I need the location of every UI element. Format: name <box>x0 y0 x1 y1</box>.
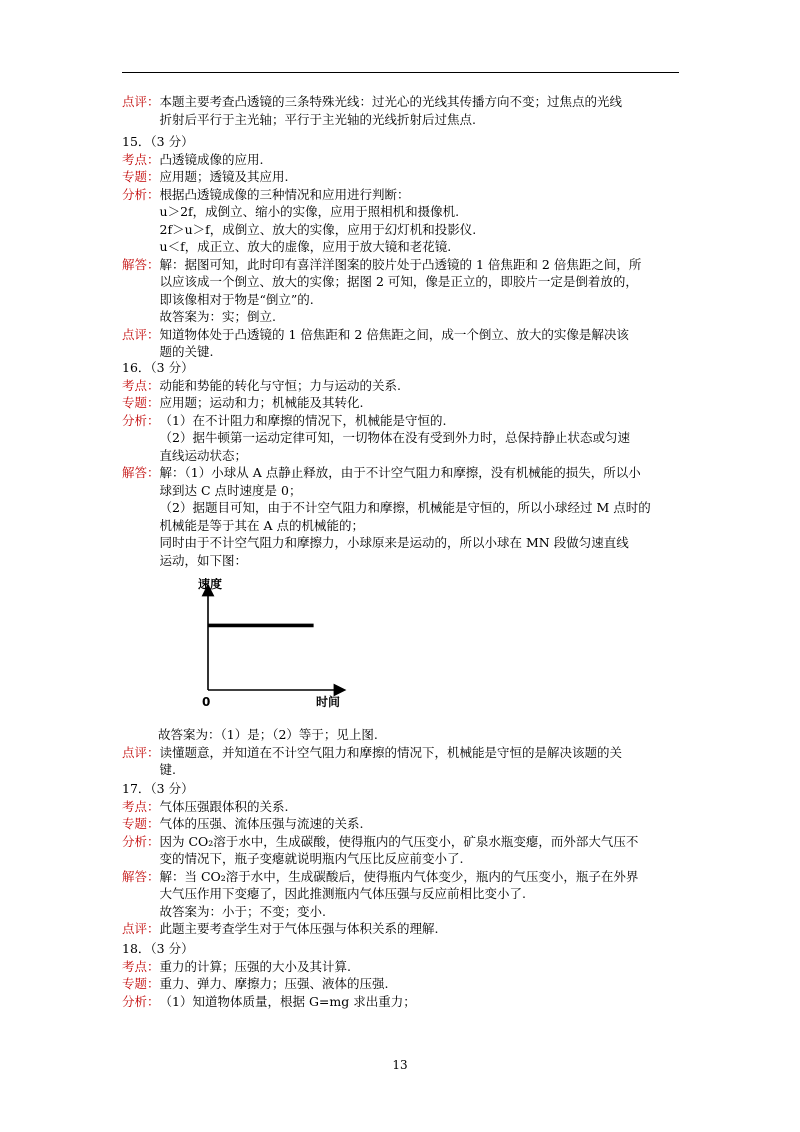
fenxi-line: （2）据牛顿第一运动定律可知，一切物体在没有受到外力时，总保持静止状态或匀速 <box>159 430 630 445</box>
dianping-row <box>122 920 692 938</box>
jieda-line: 解：当 CO₂溶于水中，生成碳酸后，使得瓶内气体变少，瓶内的气压变小，瓶子在外界 <box>159 868 639 884</box>
jieda-line: 故答案为：实；倒立. <box>159 309 276 324</box>
dianping-label: 点评： <box>122 744 160 760</box>
comment-line: 本题主要考查凸透镜的三条特殊光线：过光心的光线其传播方向不变；过焦点的光线 <box>159 94 623 109</box>
kaodian-text: 凸透镜成像的应用. <box>159 151 264 167</box>
q14-comment <box>122 93 692 128</box>
zhuanti-text: 应用题；透镜及其应用. <box>159 169 289 184</box>
zhuanti-label: 专题： <box>122 976 160 991</box>
dianping-line: 题的关键. <box>159 344 214 359</box>
q18-section <box>122 940 692 1010</box>
q15-section <box>122 133 692 361</box>
dianping-text: 此题主要考查学生对于气体压强与体积关系的理解. <box>159 921 439 936</box>
q16-answer-section <box>122 726 692 779</box>
jieda-label: 解答： <box>122 256 160 272</box>
y-axis-label: 速度 <box>198 578 223 591</box>
fenxi-line: 2f＞u＞f，成倒立、放大的实像，应用于幻灯机和投影仪. <box>159 221 477 237</box>
fenxi-label: 分析： <box>122 993 160 1009</box>
jieda-line: 解：（1）小球从 A 点静止释放，由于不计空气阻力和摩擦，没有机械能的损失，所以小 <box>159 465 641 480</box>
fenxi-label: 分析： <box>122 833 160 849</box>
answer-text: 故答案为：（1）是；（2）等于；见上图. <box>158 727 378 742</box>
fenxi-row <box>122 186 692 256</box>
jieda-label: 解答： <box>122 868 160 884</box>
dianping-row <box>122 744 692 779</box>
kaodian-label: 考点： <box>122 958 160 974</box>
zhuanti-row <box>122 815 692 833</box>
dianping-line: 读懂题意，并知道在不计空气阻力和摩擦的情况下，机械能是守恒的是解决该题的关 <box>159 744 623 760</box>
zhuanti-label: 专题： <box>122 169 160 184</box>
speed-time-chart <box>192 578 352 718</box>
jieda-line: 解：据图可知，此时印有喜洋洋图案的胶片处于凸透镜的 1 倍焦距和 2 倍焦距之间，所 <box>159 256 642 272</box>
jieda-line: （2）据题目可知，由于不计空气阻力和摩擦，机械能是守恒的，所以小球经过 M 点时的 <box>159 500 651 515</box>
jieda-row <box>122 868 692 921</box>
x-axis-label: 时间 <box>316 695 341 709</box>
question-number: 17．（3 分） <box>122 781 194 796</box>
fenxi-label: 分析： <box>122 186 160 202</box>
zhuanti-text: 应用题；运动和力；机械能及其转化. <box>159 395 364 410</box>
comment-label: 点评： <box>122 94 160 109</box>
fenxi-line: （1）在不计阻力和摩擦的情况下，机械能是守恒的. <box>159 412 447 428</box>
fenxi-label: 分析： <box>122 412 160 428</box>
jieda-row <box>122 256 692 326</box>
fenxi-line: u＜f，成正立、放大的虚像，应用于放大镜和老花镜. <box>159 239 452 254</box>
jieda-line: 同时由于不计空气阻力和摩擦力，小球原来是运动的，所以小球在 MN 段做匀速直线 <box>159 535 629 550</box>
jieda-line: 故答案为：小于；不变；变小. <box>159 903 326 919</box>
fenxi-line: 因为 CO₂溶于水中，生成碳酸，使得瓶内的气压变小，矿泉水瓶变瘪，而外部大气压不 <box>159 833 639 849</box>
fenxi-line: 变的情况下，瓶子变瘪就说明瓶内气压比反应前变小了. <box>159 851 464 866</box>
kaodian-row <box>122 377 692 395</box>
jieda-row <box>122 464 692 569</box>
jieda-line: 球到达 C 点时速度是 0； <box>159 482 302 498</box>
jieda-line: 即该像相对于物是“倒立”的. <box>159 291 314 307</box>
zhuanti-text: 重力、弹力、摩擦力；压强、液体的压强. <box>159 976 389 991</box>
kaodian-row <box>122 798 692 816</box>
fenxi-line: 直线运动状态； <box>159 447 248 463</box>
kaodian-text: 气体压强跟体积的关系. <box>159 798 289 814</box>
comment-line: 折射后平行于主光轴；平行于主光轴的光线折射后过焦点. <box>159 111 476 127</box>
zhuanti-row <box>122 168 692 186</box>
fenxi-row <box>122 412 692 465</box>
page-number: 13 <box>392 1058 408 1072</box>
jieda-line: 大气压作用下变瘪了，因此推测瓶内气体压强与反应前相比变小了. <box>159 886 526 901</box>
fenxi-row <box>122 833 692 868</box>
jieda-line: 机械能是等于其在 A 点的机械能的； <box>159 517 364 533</box>
kaodian-row <box>122 958 692 976</box>
dianping-label: 点评： <box>122 921 160 936</box>
zhuanti-row <box>122 394 692 412</box>
q17-section <box>122 780 692 938</box>
question-number: 18．（3 分） <box>122 941 194 956</box>
zhuanti-label: 专题： <box>122 395 160 410</box>
header-rule <box>122 72 679 73</box>
kaodian-text: 动能和势能的转化与守恒；力与运动的关系. <box>159 377 401 393</box>
q14-section <box>122 93 692 128</box>
kaodian-row <box>122 151 692 169</box>
dianping-line: 知道物体处于凸透镜的 1 倍焦距和 2 倍焦距之间，成一个倒立、放大的实像是解决该 <box>159 326 629 342</box>
q16-section <box>122 359 692 569</box>
zhuanti-text: 气体的压强、流体压强与流速的关系. <box>159 816 364 831</box>
kaodian-text: 重力的计算；压强的大小及其计算. <box>159 958 351 974</box>
origin-label: 0 <box>202 695 211 709</box>
dianping-label: 点评： <box>122 326 160 342</box>
fenxi-line: 根据凸透镜成像的三种情况和应用进行判断： <box>159 186 410 202</box>
jieda-label: 解答： <box>122 465 160 480</box>
jieda-line: 运动，如下图： <box>159 552 248 568</box>
jieda-line: 以应该成一个倒立、放大的实像；据图 2 可知，像是正立的，即胶片一定是倒着放的， <box>159 274 638 289</box>
fenxi-line: u＞2f，成倒立、缩小的实像，应用于照相机和摄像机. <box>159 204 460 219</box>
kaodian-label: 考点： <box>122 798 160 814</box>
dianping-row <box>122 326 692 361</box>
kaodian-label: 考点： <box>122 377 160 393</box>
question-number: 15．（3 分） <box>122 134 194 149</box>
zhuanti-label: 专题： <box>122 816 160 831</box>
kaodian-label: 考点： <box>122 151 160 167</box>
answer-row <box>122 726 692 744</box>
question-number: 16．（3 分） <box>122 360 194 375</box>
fenxi-row <box>122 993 692 1011</box>
zhuanti-row <box>122 975 692 993</box>
dianping-line: 键. <box>159 762 176 777</box>
fenxi-text: （1）知道物体质量，根据 G=mg 求出重力； <box>159 993 416 1009</box>
